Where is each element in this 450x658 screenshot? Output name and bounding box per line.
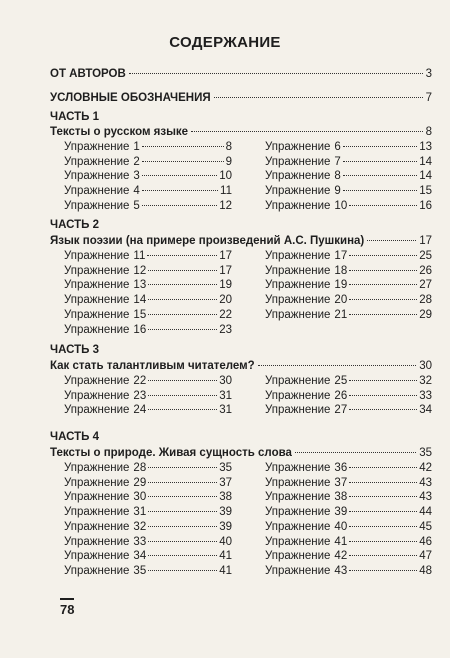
exercise-number: 26: [334, 389, 348, 402]
exercise-page: 16: [419, 199, 432, 212]
exercise-entry: [64, 200, 232, 212]
page-title: СОДЕРЖАНИЕ: [169, 34, 281, 51]
dot-leader: [148, 496, 217, 497]
exercise-number: 8: [334, 170, 341, 183]
dot-leader: [148, 329, 217, 330]
exercise-number: 40: [334, 520, 348, 533]
dot-leader: [349, 526, 417, 527]
exercise-page: 39: [219, 506, 232, 519]
exercise-number: 16: [133, 323, 147, 336]
exercise-entry: [265, 550, 432, 562]
dot-leader: [349, 409, 417, 410]
exercise-entry: [265, 521, 432, 533]
dot-leader: [343, 190, 417, 191]
exercise-number: 19: [334, 279, 348, 292]
exercise-label: Упражнение: [265, 279, 331, 292]
exercise-entry: [265, 491, 432, 503]
dot-leader: [349, 496, 417, 497]
exercise-number: 4: [133, 185, 140, 198]
dot-leader: [343, 175, 417, 176]
part-subtitle-entry: [50, 235, 432, 247]
dot-leader: [148, 380, 217, 381]
exercise-label: Упражнение: [64, 264, 130, 277]
exercise-label: Упражнение: [265, 264, 331, 277]
exercise-label: Упражнение: [64, 279, 130, 292]
exercise-entry: [64, 375, 232, 387]
exercise-entry: [265, 462, 432, 474]
exercise-label: Упражнение: [265, 375, 331, 387]
dot-leader: [349, 467, 417, 468]
dot-leader: [349, 205, 417, 206]
exercise-label: Упражнение: [64, 462, 130, 474]
exercise-number: 5: [133, 199, 140, 212]
exercise-label: Упражнение: [64, 185, 130, 198]
dot-leader: [349, 284, 417, 285]
exercise-page: 20: [219, 294, 232, 307]
exercise-page: 35: [219, 462, 232, 474]
exercise-entry: [265, 404, 432, 416]
exercise-page: 43: [419, 476, 432, 489]
exercise-label: Упражнение: [64, 375, 130, 387]
exercise-label: Упражнение: [64, 141, 130, 153]
exercise-label: Упражнение: [64, 250, 130, 262]
exercise-page: 11: [220, 185, 232, 198]
dot-leader: [349, 570, 417, 571]
exercise-entry: [265, 156, 432, 168]
exercise-number: 3: [133, 170, 140, 183]
exercise-label: Упражнение: [64, 323, 130, 336]
exercise-page: 43: [419, 491, 432, 504]
exercise-entry: [265, 265, 432, 277]
exercise-page: 22: [219, 308, 232, 321]
part-subtitle: Как стать талантливым читателем?: [50, 360, 255, 372]
exercise-number: 22: [133, 375, 147, 387]
exercise-label: Упражнение: [265, 506, 331, 519]
dot-leader: [258, 365, 417, 366]
exercise-page: 14: [419, 170, 432, 183]
exercise-label: Упражнение: [265, 535, 331, 548]
exercise-label: Упражнение: [64, 155, 130, 168]
dot-leader: [142, 146, 224, 147]
toc-entry-label: УСЛОВНЫЕ ОБОЗНАЧЕНИЯ: [50, 92, 211, 104]
exercise-entry: [64, 141, 232, 153]
dot-leader: [148, 299, 217, 300]
exercise-entry: [64, 390, 232, 402]
exercise-page: 31: [219, 389, 232, 402]
exercise-page: 48: [419, 564, 432, 577]
exercise-entry: [265, 309, 432, 321]
exercise-number: 27: [334, 404, 348, 417]
exercise-page: 28: [419, 294, 432, 307]
dot-leader: [349, 255, 417, 256]
exercise-page: 12: [219, 199, 232, 212]
exercise-label: Упражнение: [265, 141, 331, 153]
exercise-page: 30: [219, 375, 232, 387]
exercise-page: 17: [219, 250, 232, 262]
exercise-number: 21: [334, 308, 348, 321]
exercise-label: Упражнение: [64, 404, 130, 417]
exercise-number: 7: [334, 155, 341, 168]
exercise-page: 45: [419, 520, 432, 533]
part-subtitle: Тексты о природе. Живая сущность слова: [50, 447, 292, 459]
exercise-entry: [265, 250, 432, 262]
exercise-entry: [265, 390, 432, 402]
part-page: 30: [419, 360, 432, 372]
exercise-label: Упражнение: [265, 389, 331, 402]
exercise-number: 6: [334, 141, 341, 153]
exercise-page: 19: [219, 279, 232, 292]
dot-leader: [148, 555, 217, 556]
exercise-entry: [64, 462, 232, 474]
dot-leader: [349, 511, 417, 512]
exercise-entry: [64, 550, 232, 562]
dot-leader: [367, 240, 416, 241]
exercise-entry: [64, 536, 232, 548]
dot-leader: [142, 190, 218, 191]
part-page: 35: [419, 447, 432, 459]
exercise-entry: [265, 141, 432, 153]
exercise-page: 9: [225, 155, 232, 168]
exercise-page: 8: [225, 141, 232, 153]
exercise-number: 11: [133, 250, 146, 262]
exercise-entry: [64, 521, 232, 533]
dot-leader: [147, 255, 217, 256]
part-page: 8: [425, 126, 432, 138]
exercise-entry: [64, 477, 232, 489]
exercise-label: Упражнение: [265, 550, 331, 563]
dot-leader: [191, 131, 423, 132]
exercise-number: 36: [334, 462, 348, 474]
part-subtitle: Язык поэзии (на примере произведений А.С. Пушкина): [50, 235, 365, 247]
exercise-label: Упражнение: [265, 520, 331, 533]
dot-leader: [148, 467, 217, 468]
dot-leader: [148, 526, 217, 527]
dot-leader: [148, 482, 217, 483]
exercise-label: Упражнение: [265, 462, 331, 474]
dot-leader: [148, 409, 217, 410]
exercise-label: Упражнение: [64, 506, 130, 519]
exercise-label: Упражнение: [265, 476, 331, 489]
exercise-label: Упражнение: [64, 520, 130, 533]
exercise-label: Упражнение: [265, 294, 331, 307]
exercise-number: 32: [133, 520, 147, 533]
exercise-label: Упражнение: [265, 170, 331, 183]
exercise-number: 12: [133, 264, 147, 277]
exercise-entry: [64, 170, 232, 182]
exercise-entry: [265, 185, 432, 197]
exercise-number: 35: [133, 564, 147, 577]
dot-leader: [349, 395, 417, 396]
exercise-page: 15: [419, 185, 432, 198]
exercise-number: 42: [334, 550, 348, 563]
dot-leader: [214, 97, 423, 98]
dot-leader: [142, 161, 224, 162]
dot-leader: [142, 175, 217, 176]
exercise-label: Упражнение: [265, 491, 331, 504]
dot-leader: [148, 314, 217, 315]
exercise-page: 38: [219, 491, 232, 504]
exercise-entry: [64, 491, 232, 503]
exercise-number: 23: [133, 389, 147, 402]
exercise-entry: [265, 294, 432, 306]
exercise-page: 41: [219, 564, 232, 577]
exercise-number: 33: [133, 535, 147, 548]
exercise-label: Упражнение: [265, 308, 331, 321]
dot-leader: [129, 73, 423, 74]
exercise-number: 41: [334, 535, 348, 548]
exercise-entry: [64, 156, 232, 168]
exercise-page: 46: [419, 535, 432, 548]
exercise-number: 28: [133, 462, 147, 474]
exercise-number: 20: [334, 294, 348, 307]
exercise-label: Упражнение: [265, 250, 331, 262]
dot-leader: [349, 270, 417, 271]
exercise-entry: [265, 375, 432, 387]
dot-leader: [349, 314, 417, 315]
exercise-page: 17: [219, 264, 232, 277]
exercise-entry: [64, 506, 232, 518]
dot-leader: [142, 205, 217, 206]
dot-leader: [148, 541, 217, 542]
part-heading: ЧАСТЬ 1: [50, 111, 99, 123]
exercise-label: Упражнение: [265, 199, 331, 212]
exercise-entry: [64, 404, 232, 416]
dot-leader: [349, 299, 417, 300]
exercise-number: 18: [334, 264, 348, 277]
dot-leader: [349, 541, 417, 542]
exercise-number: 30: [133, 491, 147, 504]
exercise-entry: [64, 324, 232, 336]
exercise-entry: [265, 536, 432, 548]
exercise-label: Упражнение: [265, 155, 331, 168]
exercise-label: Упражнение: [64, 308, 130, 321]
exercise-number: 25: [334, 375, 348, 387]
exercise-number: 1: [133, 141, 140, 153]
dot-leader: [148, 570, 217, 571]
exercise-page: 34: [419, 404, 432, 417]
exercise-label: Упражнение: [265, 404, 331, 417]
exercise-number: 13: [133, 279, 147, 292]
exercise-number: 34: [133, 550, 147, 563]
exercise-number: 31: [133, 506, 147, 519]
toc-entry-legend: [50, 92, 432, 104]
exercise-page: 40: [219, 535, 232, 548]
exercise-entry: [265, 477, 432, 489]
exercise-page: 13: [419, 141, 432, 153]
exercise-page: 39: [219, 520, 232, 533]
page-number: 78: [60, 598, 74, 617]
exercise-page: 41: [219, 550, 232, 563]
exercise-number: 14: [133, 294, 147, 307]
dot-leader: [148, 511, 217, 512]
exercise-number: 10: [334, 199, 348, 212]
exercise-page: 10: [219, 170, 232, 183]
exercise-entry: [64, 279, 232, 291]
exercise-page: 14: [419, 155, 432, 168]
exercise-page: 47: [419, 550, 432, 563]
exercise-number: 38: [334, 491, 348, 504]
exercise-label: Упражнение: [64, 389, 130, 402]
exercise-page: 37: [219, 476, 232, 489]
dot-leader: [295, 452, 416, 453]
exercise-number: 2: [133, 155, 140, 168]
exercise-label: Упражнение: [64, 491, 130, 504]
dot-leader: [148, 270, 217, 271]
exercise-number: 37: [334, 476, 348, 489]
dot-leader: [343, 161, 417, 162]
exercise-number: 17: [334, 250, 348, 262]
toc-entry-page: 7: [425, 92, 432, 104]
exercise-label: Упражнение: [64, 535, 130, 548]
dot-leader: [343, 146, 417, 147]
exercise-label: Упражнение: [265, 185, 331, 198]
part-heading: ЧАСТЬ 3: [50, 344, 99, 356]
dot-leader: [148, 395, 217, 396]
exercise-label: Упражнение: [64, 476, 130, 489]
exercise-entry: [265, 279, 432, 291]
part-subtitle-entry: [50, 447, 432, 459]
exercise-entry: [265, 170, 432, 182]
part-heading: ЧАСТЬ 2: [50, 219, 99, 231]
exercise-page: 25: [419, 250, 432, 262]
exercise-entry: [64, 250, 232, 262]
exercise-number: 24: [133, 404, 147, 417]
exercise-page: 42: [419, 462, 432, 474]
exercise-page: 44: [419, 506, 432, 519]
exercise-number: 9: [334, 185, 341, 198]
exercise-page: 32: [419, 375, 432, 387]
exercise-entry: [64, 294, 232, 306]
part-subtitle-entry: [50, 360, 432, 372]
part-heading: ЧАСТЬ 4: [50, 431, 99, 443]
exercise-page: 26: [419, 264, 432, 277]
exercise-entry: [64, 309, 232, 321]
exercise-page: 27: [419, 279, 432, 292]
exercise-page: 31: [219, 404, 232, 417]
exercise-number: 29: [133, 476, 147, 489]
exercise-label: Упражнение: [64, 199, 130, 212]
exercise-entry: [64, 185, 232, 197]
toc-entry-authors: [50, 68, 432, 80]
exercise-label: Упражнение: [64, 550, 130, 563]
toc-entry-page: 3: [425, 68, 432, 80]
exercise-number: 15: [133, 308, 147, 321]
toc-entry-label: ОТ АВТОРОВ: [50, 68, 126, 80]
exercise-page: 23: [219, 323, 232, 336]
part-page: 17: [419, 235, 432, 247]
dot-leader: [349, 482, 417, 483]
dot-leader: [148, 284, 217, 285]
dot-leader: [349, 555, 417, 556]
exercise-entry: [265, 200, 432, 212]
exercise-label: Упражнение: [64, 170, 130, 183]
part-subtitle: Тексты о русском языке: [50, 126, 189, 138]
exercise-page: 33: [419, 389, 432, 402]
part-subtitle-entry: [50, 126, 432, 138]
dot-leader: [349, 380, 417, 381]
exercise-entry: [64, 565, 232, 577]
exercise-entry: [265, 506, 432, 518]
exercise-entry: [265, 565, 432, 577]
exercise-number: 43: [334, 564, 348, 577]
exercise-label: Упражнение: [64, 294, 130, 307]
exercise-page: 29: [419, 308, 432, 321]
exercise-number: 39: [334, 506, 348, 519]
exercise-entry: [64, 265, 232, 277]
exercise-label: Упражнение: [64, 564, 130, 577]
exercise-label: Упражнение: [265, 564, 331, 577]
